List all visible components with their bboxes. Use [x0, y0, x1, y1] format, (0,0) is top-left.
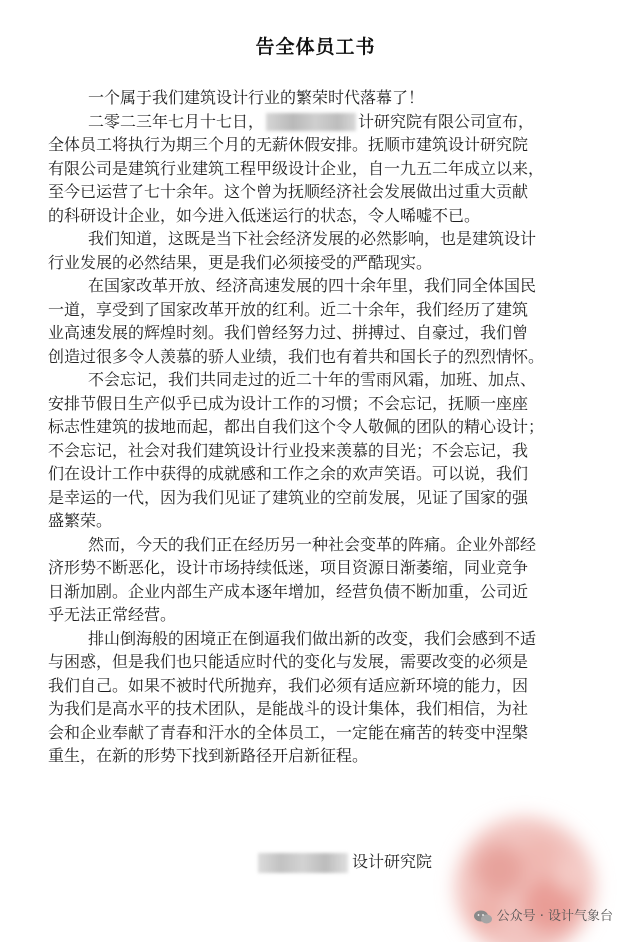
- body-line: 盛繁荣。: [48, 511, 113, 530]
- body-line: 日渐加剧。企业内部生产成本逐年增加，经营负债不断加重，公司近: [48, 581, 529, 601]
- signature-line: [258, 850, 432, 874]
- body-line: 为我们是高水平的技术团队，是能战斗的设计集体，我们相信，为社: [48, 699, 529, 718]
- body-line: 标志性建筑的拔地而起，都出自我们这个令人敬佩的团队的精心设计；: [48, 417, 545, 436]
- wechat-icon: [473, 909, 493, 925]
- body-line: 然而，今天的我们正在经历另一种社会变革的阵痛。企业外部经: [88, 534, 537, 554]
- document-title: 告全体员工书: [255, 36, 376, 58]
- body-line: 我们自己。如果不被时代所抛弃，我们必须有适应新环境的能力，因: [48, 675, 529, 695]
- body-line: 行业发展的必然结果，更是我们必须接受的严酷现实。: [48, 252, 433, 272]
- body-line: 创造过很多令人羡慕的骄人业绩，我们也有着共和国长子的烈烈情怀。: [48, 346, 545, 366]
- body-line: 重生，在新的形势下找到新路径开启新征程。: [48, 746, 369, 765]
- body-line: 是幸运的一代，因为我们见证了建筑业的空前发展，见证了国家的强: [48, 487, 529, 507]
- letter-body: [48, 86, 598, 768]
- body-line: 业高速发展的辉煌时刻。我们曾经努力过、拼搏过、自豪过，我们曾: [48, 323, 529, 342]
- body-line: 一道，享受到了国家改革开放的红利。近二十余年，我们经历了建筑: [48, 299, 529, 319]
- body-line-part: 二零二三年七月十七日，: [88, 111, 265, 131]
- body-line: 排山倒海般的困境正在倒逼我们做出新的改变，我们会感到不适: [88, 628, 537, 648]
- body-line: 不会忘记，我们共同走过的近二十年的雪雨风霜，加班、加点、: [88, 370, 537, 389]
- body-line-part: 计研究院有限公司宣布，: [358, 111, 535, 131]
- body-line: 不会忘记，社会对我们建筑设计行业投来羡慕的目光；不会忘记，我: [48, 440, 529, 460]
- body-line: 会和企业奉献了青春和汗水的全体员工，一定能在痛苦的转变中涅槃: [48, 722, 529, 742]
- body-line: 全体员工将执行为期三个月的无薪休假安排。抚顺市建筑设计研究院: [48, 135, 529, 154]
- redacted-name: [266, 113, 356, 131]
- watermark-text: 公众号 · 设计气象台: [496, 909, 613, 924]
- body-line: 一个属于我们建筑设计行业的繁荣时代落幕了！: [88, 88, 425, 107]
- signature-text: 设计研究院: [352, 852, 433, 871]
- body-line: 至今已运营了七十余年。这个曾为抚顺经济社会发展做出过重大贡献: [48, 182, 529, 201]
- body-line: 乎无法正常经营。: [48, 605, 177, 624]
- body-line: 在国家改革开放、经济高速发展的四十余年里，我们同全体国民: [88, 276, 537, 295]
- body-line: 的科研设计企业，如今进入低迷运行的状态，令人唏嘘不已。: [48, 205, 481, 225]
- body-line: 有限公司是建筑行业建筑工程甲级设计企业，自一九五二年成立以来，: [48, 158, 545, 178]
- body-line: 安排节假日生产似乎已成为设计工作的习惯；不会忘记，抚顺一座座: [48, 393, 529, 413]
- body-line: 济形势不断恶化，设计市场持续低迷，项目资源日渐萎缩，同业竞争: [48, 558, 529, 577]
- body-line: 我们知道，这既是当下社会经济发展的必然影响，也是建筑设计: [88, 229, 537, 248]
- redacted-company-name: [258, 853, 348, 873]
- watermark: [473, 906, 613, 928]
- body-line: [88, 110, 598, 134]
- body-line: 们在设计工作中获得的成就感和工作之余的欢声笑语。可以说，我们: [48, 464, 529, 483]
- body-line: 与困惑，但是我们也只能适应时代的变化与发展，需要改变的必须是: [48, 652, 529, 671]
